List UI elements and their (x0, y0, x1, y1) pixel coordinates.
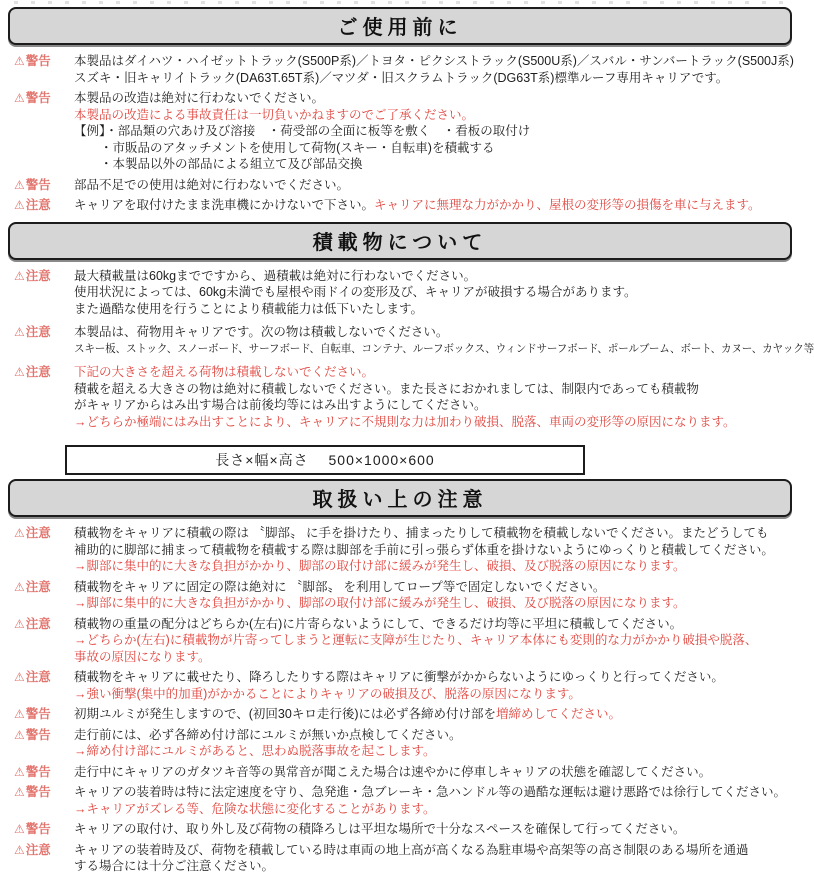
body-text: 【例】・部品類の穴あけ及び溶接 ・荷受部の全面に板等を敷く ・看板の取付け (74, 124, 531, 138)
warning-line (74, 341, 814, 358)
warning-line (74, 858, 798, 875)
warning-text-block (74, 669, 798, 702)
body-text: 積載物をキャリアに積載の際は 〝脚部〟 に手を掛けたり、捕まったりして積載物を積載しないでください。またどうしても (74, 526, 769, 540)
warning-text-block (74, 616, 798, 666)
warning-list (0, 265, 814, 440)
body-text: 補助的に脚部に捕まって積載物を積載する際は脚部を手前に引っ張らず体重を掛けないようにゆっくりと積載してください。 (74, 542, 774, 557)
emphasis-red-text: →脚部に集中的に大きな負担がかかり、脚部の取付け部に緩みが発生し、破損、及び脱落の原因になります。 (74, 559, 686, 573)
emphasis-red-text: →強い衝撃(集中的加重)がかかることによりキャリアの破損及び、脱落の原因になります。 (74, 686, 581, 701)
warning-line (74, 397, 798, 414)
warning-line (74, 177, 798, 194)
warning-list (0, 522, 800, 881)
warning-triangle-icon: ⚠ (14, 177, 25, 192)
caution-label: ⚠注意 (14, 365, 51, 379)
warning-line (74, 595, 798, 612)
section-title: ご使用前に (337, 17, 463, 39)
warning-item (2, 268, 798, 318)
warning-triangle-icon: ⚠ (14, 822, 25, 836)
warning-line (100, 156, 798, 173)
body-text: 走行中にキャリアのガタツキ音等の異常音が聞こえた場合は速やかに停車しキャリアの状態を確認してください。 (74, 764, 712, 779)
warning-item (2, 842, 798, 875)
warning-line (74, 414, 798, 431)
warning-item (2, 706, 798, 723)
body-text: 最大積載量は60kgまでですから、過積載は絶対に行わないでください。 (74, 268, 477, 283)
warning-line (74, 842, 798, 859)
caution-label: ⚠注意 (14, 670, 51, 684)
body-text: キャリアの取付け、取り外し及び荷物の積降ろしは平坦な場所で十分なスペースを確保して行ってください。 (74, 822, 686, 836)
body-text: 部品不足での使用は絶対に行わないでください。 (74, 177, 350, 192)
body-text: 積載を超える大きさの物は絶対に積載しないでください。また長さにおかれましては、制限内であっても積載物 (74, 381, 699, 396)
warning-text-block (74, 764, 798, 781)
warning-line (74, 743, 798, 760)
warning-text-block (74, 525, 798, 575)
warning-text-block (74, 268, 798, 318)
body-text: 積載物をキャリアに固定の際は絶対に 〝脚部〟 を利用してロープ等で固定しないでください。 (74, 579, 606, 594)
instruction-manual-page (0, 1, 814, 873)
warning-item (2, 197, 798, 214)
warning-text-block (74, 706, 798, 723)
body-text: スズキ・旧キャリイトラック(DA63T.65T系)／マツダ・旧スクラムトラック(DG63T系)標準ルーフ専用キャリアです。 (74, 70, 729, 85)
caution-label: ⚠注意 (14, 526, 51, 540)
warning-text-block (74, 177, 798, 194)
caution-label: ⚠注意 (14, 616, 51, 631)
emphasis-red-text: 本製品の改造による事故責任は一切負いかねますのでご了承ください。 (74, 107, 475, 122)
section-title: 取扱い上の注意 (312, 489, 488, 511)
emphasis-red-text: →どちらか極端にはみ出すことにより、キャリアに不規則な力は加わり破損、脱落、車両の変形等の原因になります。 (74, 414, 736, 429)
warning-text-block (74, 842, 798, 875)
warning-item (2, 53, 798, 86)
emphasis-red-text: 事故の原因になります。 (74, 649, 211, 664)
warning-label: ⚠警告 (14, 822, 51, 836)
warning-line (74, 706, 798, 723)
section-before-use (0, 7, 800, 220)
warning-item (2, 616, 798, 666)
clipped-text-strip (14, 1, 786, 4)
section-header-before-use (8, 7, 792, 45)
warning-line (74, 53, 798, 70)
warning-label: ⚠警告 (14, 785, 51, 799)
warning-item (2, 90, 798, 173)
warning-line (74, 123, 798, 140)
warning-triangle-icon: ⚠ (14, 526, 25, 540)
warning-item (2, 784, 798, 817)
section-header-loads (8, 222, 792, 260)
emphasis-red-text: →どちらか(左右)に積載物が片寄ってしまうと運転に支障が生じたり、キャリア本体にも変則的な力がかかり破損や脱落、 (74, 633, 758, 647)
section-handling (0, 479, 800, 881)
warning-triangle-icon: ⚠ (14, 764, 25, 779)
caution-label: ⚠注意 (14, 842, 51, 857)
warning-item (2, 669, 798, 702)
warning-line (74, 381, 798, 398)
warning-triangle-icon: ⚠ (14, 785, 25, 799)
caution-label: ⚠注意 (14, 198, 51, 212)
caution-label: ⚠注意 (14, 579, 51, 594)
warning-list (0, 50, 800, 220)
warning-line (74, 632, 798, 649)
warning-line (74, 284, 798, 301)
warning-label: ⚠警告 (14, 727, 51, 742)
warning-line (74, 727, 798, 744)
warning-item (2, 579, 798, 612)
emphasis-red-text: 下記の大きさを超える荷物は積載しないでください。 (74, 365, 375, 379)
warning-text-block (74, 197, 798, 214)
section-title: 積載物について (312, 231, 488, 254)
body-text: 走行前には、必ず各締め付け部にユルミが無いか点検してください。 (74, 727, 462, 742)
emphasis-red-text: 増締めしてください。 (495, 707, 621, 721)
body-text: 積載物をキャリアに載せたり、降ろしたりする際はキャリアに衝撃がかからないようにゆっくりと行ってください。 (74, 670, 724, 684)
warning-item (2, 821, 798, 838)
warning-triangle-icon: ⚠ (14, 616, 25, 631)
caution-label: ⚠注意 (14, 268, 51, 283)
warning-text-block (74, 579, 798, 612)
warning-item (2, 177, 798, 194)
warning-line (74, 801, 798, 818)
body-text: 本製品は、荷物用キャリアです。次の物は積載しないでください。 (74, 325, 449, 339)
warning-label: ⚠警告 (14, 54, 51, 68)
warning-triangle-icon: ⚠ (14, 54, 25, 68)
emphasis-red-text: →脚部に集中的に大きな負担がかかり、脚部の取付け部に緩みが発生し、破損、及び脱落の原因になります。 (74, 596, 686, 610)
body-text: 積載物の重量の配分はどちらか(左右)に片寄らないようにして、できるだけ均等に平坦に積載してください。 (74, 616, 683, 631)
emphasis-red-text: →キャリアがズレる等、危険な状態に変化することがあります。 (74, 801, 436, 816)
body-text: ・本製品以外の部品による組立て及び部品交換 (100, 157, 363, 171)
warning-line (74, 301, 798, 318)
warning-text-block (74, 53, 798, 86)
section-header-handling (8, 479, 792, 517)
warning-triangle-icon: ⚠ (14, 579, 25, 594)
warning-label: ⚠警告 (14, 764, 51, 779)
warning-text-block (74, 821, 798, 838)
warning-line (74, 669, 798, 686)
warning-text-block (74, 324, 814, 357)
warning-line (74, 764, 798, 781)
warning-line (74, 107, 798, 124)
body-text: 本製品の改造は絶対に行わないでください。 (74, 91, 325, 105)
warning-label: ⚠警告 (14, 707, 51, 721)
warning-item (2, 764, 798, 781)
warning-line (74, 268, 798, 285)
warning-line (74, 616, 798, 633)
body-text: キャリアの装着時は特に法定速度を守り、急発進・急ブレーキ・急ハンドル等の過酷な運転は避け悪路では徐行してください。 (74, 785, 787, 799)
warning-triangle-icon: ⚠ (14, 91, 25, 105)
warning-line (100, 140, 798, 157)
warning-line (74, 649, 798, 666)
warning-text-block (74, 364, 798, 430)
warning-item (2, 727, 798, 760)
warning-label: ⚠警告 (14, 177, 51, 192)
warning-item (2, 364, 798, 430)
warning-line (74, 784, 798, 801)
warning-item (2, 324, 814, 357)
warning-line (74, 542, 798, 559)
warning-line (74, 197, 798, 214)
max-load-dimensions-box (65, 445, 585, 475)
body-text: がキャリアからはみ出す場合は前後均等にはみ出すようにしてください。 (74, 398, 487, 412)
section-loads (0, 222, 814, 476)
body-text: 初期ユルミが発生しますので、(初回30キロ走行後)には必ず各締め付け部を (74, 707, 496, 721)
body-text: ・市販品のアタッチメントを使用して荷物(スキー・自転車)を積載する (100, 140, 495, 155)
warning-line (74, 821, 798, 838)
warning-line (74, 70, 798, 87)
emphasis-red-text: →締め付け部にユルミがあると、思わぬ脱落事故を起こします。 (74, 744, 436, 758)
warning-line (74, 558, 798, 575)
warning-line (74, 364, 798, 381)
max-load-dimensions: 長さ×幅×高さ 500×1000×600 (215, 452, 435, 468)
warning-text-block (74, 727, 798, 760)
warning-triangle-icon: ⚠ (14, 842, 25, 857)
body-text: 本製品はダイハツ・ハイゼットトラック(S500P系)／トヨタ・ピクシストラック(S500U系)／スバル・サンバートラック(S500J系) (74, 54, 794, 68)
warning-item (2, 525, 798, 575)
warning-triangle-icon: ⚠ (14, 727, 25, 742)
body-text: また過酷な使用を行うことにより積載能力は低下いたします。 (74, 301, 424, 316)
warning-triangle-icon: ⚠ (14, 670, 25, 684)
warning-line (74, 90, 798, 107)
body-text: キャリアの装着時及び、荷物を積載している時は車両の地上高が高くなる為駐車場や高架等の高さ制限のある場所を通過 (74, 842, 749, 857)
body-text: スキー板、ストック、スノーボード、サーフボード、自転車、コンテナ、ルーフボックス、ウィンドサーフボード、ポールブーム、ボート、カヌー、カヤック等 (74, 342, 814, 355)
warning-text-block (74, 784, 798, 817)
warning-label: ⚠警告 (14, 91, 51, 105)
warning-text-block (74, 90, 798, 173)
warning-triangle-icon: ⚠ (14, 707, 25, 721)
body-text: キャリアを取付けたまま洗車機にかけないで下さい。 (74, 198, 375, 212)
body-text: する場合には十分ご注意ください。 (74, 859, 275, 873)
warning-triangle-icon: ⚠ (14, 365, 25, 379)
warning-triangle-icon: ⚠ (14, 268, 25, 283)
caution-label: ⚠注意 (14, 325, 51, 339)
warning-line (74, 579, 798, 596)
warning-line (74, 525, 798, 542)
emphasis-red-text: キャリアに無理な力がかかり、屋根の変形等の損傷を車に与えます。 (374, 198, 761, 212)
warning-triangle-icon: ⚠ (14, 198, 25, 212)
warning-line (74, 686, 798, 703)
body-text: 使用状況によっては、60kg未満でも屋根や雨ドイの変形及び、キャリアが破損する場合があります。 (74, 285, 637, 299)
warning-line (74, 324, 798, 341)
warning-triangle-icon: ⚠ (14, 325, 25, 339)
